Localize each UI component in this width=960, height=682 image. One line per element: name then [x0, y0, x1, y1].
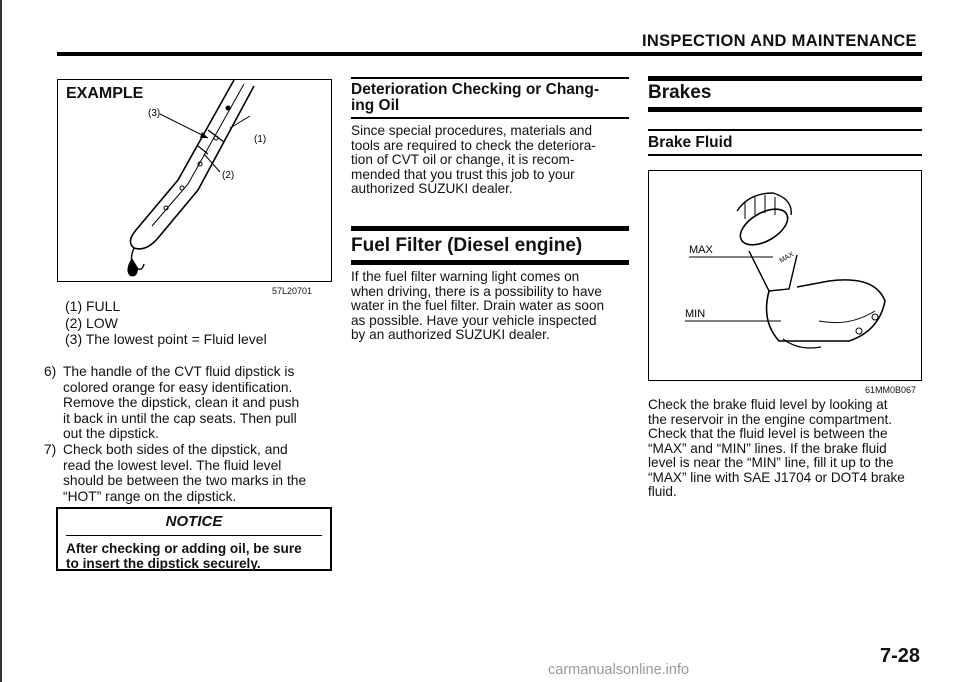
body-line: Check the brake fluid level by looking at — [648, 397, 888, 412]
cvt-section-title — [351, 82, 631, 114]
cap-max-label: MAX — [778, 251, 796, 265]
brakes-rule-top — [648, 76, 922, 81]
page-number: 7-28 — [880, 645, 921, 667]
brake-fluid-title: Brake Fluid — [648, 134, 733, 151]
notice-box — [56, 507, 332, 571]
brakes-rule-bottom — [648, 107, 922, 112]
subsection-rule-top — [648, 129, 922, 131]
max-label: MAX — [689, 244, 713, 256]
step-line: “HOT” range on the dipstick. — [63, 488, 237, 504]
body-line: by an authorized SUZUKI dealer. — [351, 327, 550, 342]
callout-2: (2) — [222, 170, 235, 181]
notice-title: NOTICE — [165, 513, 223, 530]
page-header-title: INSPECTION AND MAINTENANCE — [642, 32, 917, 50]
body-line: “MAX” line with SAE J1704 or DOT4 brake — [648, 469, 905, 485]
section-rule-bottom — [351, 117, 629, 119]
dipstick-figure — [57, 79, 332, 282]
step-7 — [44, 442, 334, 504]
body-line: mended that you trust this job to your — [351, 166, 575, 182]
page-edge-line — [0, 0, 2, 682]
body-line: Check that the fluid level is between the — [648, 426, 888, 441]
body-line: level is near the “MIN” line, fill it up to the — [648, 455, 894, 470]
body-line: fluid. — [648, 484, 677, 499]
body-line: tools are required to check the deteriora- — [351, 137, 596, 153]
step-line: Check both sides of the dipstick, and — [63, 441, 288, 457]
legend-item: (1) FULL — [65, 298, 121, 314]
subsection-rule-bottom — [648, 154, 922, 156]
figure-code: 57L20701 — [272, 286, 313, 296]
step-line: it back in until the cap seats. Then pull — [63, 410, 297, 426]
body-line: when driving, there is a possibility to have — [351, 283, 602, 299]
figure-legend — [65, 298, 267, 348]
fuel-rule-top — [351, 226, 629, 231]
fuel-section-body — [351, 270, 629, 343]
step-line: The handle of the CVT fluid dipstick is — [63, 364, 295, 379]
title-line: Deterioration Checking or Chang- — [351, 81, 600, 98]
figure-example-label: EXAMPLE — [66, 85, 144, 102]
step-6 — [44, 364, 334, 442]
body-line: tion of CVT oil or change, it is recom- — [351, 152, 575, 167]
figure-code: 61MM0B067 — [865, 385, 917, 395]
notice-divider — [66, 535, 322, 536]
min-label: MIN — [685, 308, 706, 320]
body-line: water in the fuel filter. Drain water as soon — [351, 298, 605, 313]
brakes-section-title: Brakes — [648, 82, 712, 103]
step-number: 6) — [44, 364, 57, 379]
step-line: read the lowest level. The fluid level — [63, 457, 282, 473]
fuel-rule-bottom — [351, 260, 629, 265]
callout-3: (3) — [148, 108, 161, 119]
step-line: out the dipstick. — [63, 426, 159, 442]
body-line: the reservoir in the engine compartment. — [648, 411, 893, 427]
body-line: “MAX” and “MIN” lines. If the brake fluid — [648, 440, 887, 456]
legend-item: (3) The lowest point = Fluid level — [65, 331, 267, 347]
legend-item: (2) LOW — [65, 314, 118, 331]
step-line: should be between the two marks in the — [63, 473, 307, 489]
procedure-steps — [44, 364, 334, 504]
title-line: ing Oil — [351, 97, 400, 114]
notice-line: to insert the dipstick securely. — [66, 555, 261, 571]
body-line: as possible. Have your vehicle inspected — [351, 312, 597, 328]
callout-1: (1) — [254, 134, 267, 145]
body-line: If the fuel filter warning light comes on — [351, 269, 580, 284]
dipstick-illustration — [58, 80, 331, 281]
step-line: Remove the dipstick, clean it and push — [63, 395, 300, 411]
header-rule — [57, 52, 922, 56]
notice-line: After checking or adding oil, be sure — [66, 541, 302, 556]
body-line: authorized SUZUKI dealer. — [351, 181, 513, 196]
step-number: 7) — [44, 441, 57, 457]
brake-reservoir-figure — [648, 170, 922, 381]
fuel-section-title: Fuel Filter (Diesel engine) — [351, 235, 583, 256]
notice-text — [66, 542, 331, 571]
cvt-section-body — [351, 124, 629, 197]
step-line: colored orange for easy identification. — [63, 379, 293, 395]
section-rule-top — [351, 77, 629, 79]
brake-fluid-body — [648, 398, 922, 500]
brake-reservoir-illustration — [649, 171, 921, 380]
watermark: carmanualsonline.info — [548, 662, 690, 678]
body-line: Since special procedures, materials and — [351, 123, 593, 138]
